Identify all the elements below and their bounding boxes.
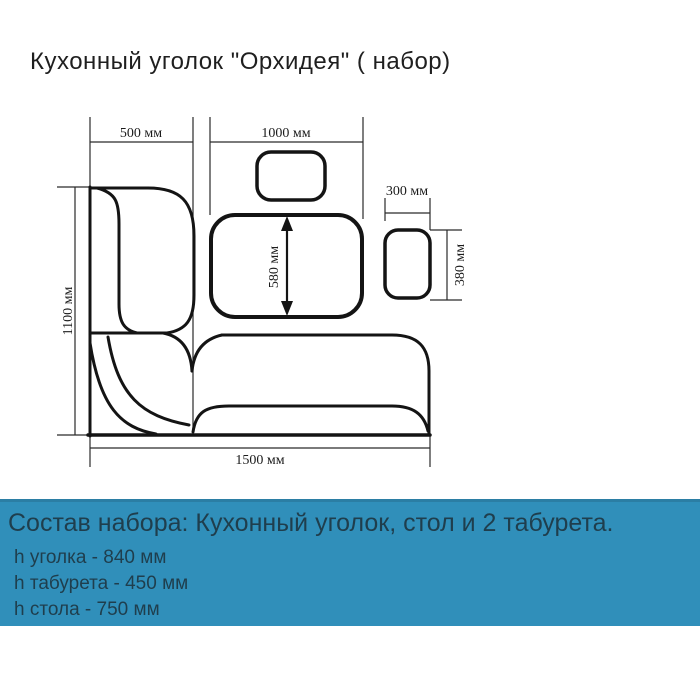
- dim-label-380: 380 мм: [453, 243, 468, 287]
- left-bench-seat: [90, 188, 194, 333]
- spec-corner-height: h уголка - 840 мм: [14, 547, 167, 568]
- dim-label-580: 580 мм: [267, 245, 282, 289]
- dim-label-500: 500 мм: [119, 126, 163, 141]
- dim-label-300: 300 мм: [385, 184, 429, 199]
- straight-bench-back: [222, 335, 429, 434]
- stool-top-outline: [257, 152, 325, 200]
- table-depth-arrow: [281, 216, 293, 316]
- spec-stool-height: h табурета - 450 мм: [14, 573, 189, 594]
- dim-label-1500: 1500 мм: [235, 453, 285, 468]
- arrowhead-down: [281, 301, 293, 316]
- bench-seam-left: [90, 333, 192, 371]
- left-bench-backrest-line: [97, 188, 137, 333]
- stool-right-outline: [385, 230, 430, 298]
- corner-seat-arc: [108, 337, 189, 425]
- info-panel: [0, 499, 700, 626]
- bench-seam-right: [192, 335, 222, 371]
- dim-label-1100: 1100 мм: [61, 286, 76, 336]
- dim-label-1000: 1000 мм: [261, 126, 311, 141]
- arrowhead-up: [281, 216, 293, 231]
- page-title: Кухонный уголок "Орхидея" ( набор): [30, 48, 451, 75]
- corner-bench-outline: [88, 187, 430, 436]
- corner-back-arc: [90, 343, 156, 434]
- height-specs-list: [14, 545, 700, 623]
- spec-table-height: h стола - 750 мм: [14, 599, 160, 620]
- set-contents-heading: Состав набора: Кухонный уголок, стол и 2 табурета.: [8, 509, 614, 537]
- straight-bench-seat-line: [193, 406, 428, 432]
